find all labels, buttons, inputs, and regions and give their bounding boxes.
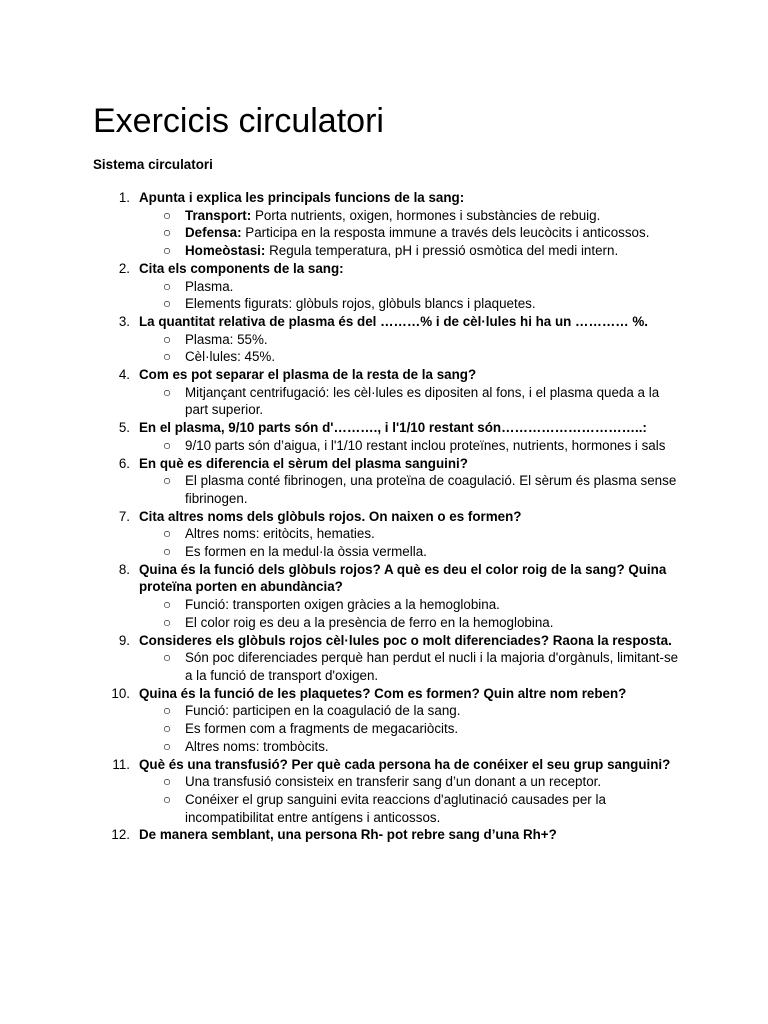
answer-text: Plasma: 55%. xyxy=(185,331,268,347)
question-number: 8. xyxy=(118,561,130,577)
answer-text: Es formen en la medul·la òssia vermella. xyxy=(185,544,427,560)
question-item xyxy=(93,313,683,366)
question-item xyxy=(93,189,683,260)
answer-item xyxy=(139,437,683,455)
answer-text: Funció: transporten oxigen gràcies a la hemoglobina. xyxy=(185,597,500,613)
question-text: Quina és la funció de les plaquetes? Com es formen? Quin altre nom reben? xyxy=(139,685,627,701)
circle-bullet-icon: ○ xyxy=(163,349,172,365)
circle-bullet-icon: ○ xyxy=(163,384,172,400)
answer-item xyxy=(139,702,683,720)
answer-item xyxy=(139,384,683,419)
question-item xyxy=(93,756,683,827)
answer-text: Regula temperatura, pH i pressió osmòtica del medi intern. xyxy=(265,243,619,259)
question-text: En què es diferencia el sèrum del plasma sanguini? xyxy=(139,455,468,471)
circle-bullet-icon: ○ xyxy=(163,721,172,737)
answer-item xyxy=(139,331,683,349)
circle-bullet-icon: ○ xyxy=(163,774,172,790)
circle-bullet-icon: ○ xyxy=(163,331,172,347)
circle-bullet-icon: ○ xyxy=(163,791,172,807)
circle-bullet-icon: ○ xyxy=(163,650,172,666)
circle-bullet-icon: ○ xyxy=(163,278,172,294)
answer-text: El plasma conté fibrinogen, una proteïna de coagulació. El sèrum és plasma sense fibrinogen. xyxy=(185,473,677,506)
answer-list xyxy=(139,525,683,560)
answer-item xyxy=(139,596,683,614)
answer-text: Són poc diferenciades perquè han perdut el nucli i la majoria d'orgànuls, limitant-se a la funció de transport d'oxigen. xyxy=(185,650,679,683)
answer-label: Transport: xyxy=(185,207,252,223)
answer-item xyxy=(139,278,683,296)
question-text: Consideres els glòbuls rojos cèl·lules poc o molt diferenciades? Raona la resposta. xyxy=(139,632,672,648)
answer-text: Una transfusió consisteix en transferir sang d’un donant a un receptor. xyxy=(185,774,602,790)
question-text: Apunta i explica les principals funcions de la sang: xyxy=(139,190,465,205)
question-text: Com es pot separar el plasma de la resta de la sang? xyxy=(139,367,477,383)
answer-text: Plasma. xyxy=(185,278,234,294)
answer-item xyxy=(139,348,683,366)
answer-item xyxy=(139,224,683,242)
answer-text: Altres noms: eritòcits, hematies. xyxy=(185,526,375,542)
question-item xyxy=(93,826,683,844)
answer-list xyxy=(139,702,683,755)
answer-item xyxy=(139,472,683,507)
circle-bullet-icon: ○ xyxy=(163,597,172,613)
question-number: 7. xyxy=(118,508,130,524)
answer-text: Cèl·lules: 45%. xyxy=(185,349,276,365)
answer-list xyxy=(139,207,683,260)
question-text: Què és una transfusió? Per què cada persona ha de conéixer el seu grup sanguini? xyxy=(139,756,671,772)
answer-text: Funció: participen en la coagulació de la sang. xyxy=(185,703,461,719)
question-number: 5. xyxy=(118,420,130,436)
question-number: 4. xyxy=(118,367,130,383)
question-number: 9. xyxy=(118,632,130,648)
circle-bullet-icon: ○ xyxy=(163,703,172,719)
question-number: 3. xyxy=(118,313,130,329)
answer-text: Conéixer el grup sanguini evita reaccions d'aglutinació causades per la incompatibilitat entre antígens i anticossos. xyxy=(185,791,606,825)
question-text: Cita altres noms dels glòbuls rojos. On naixen o es formen? xyxy=(139,508,522,524)
circle-bullet-icon: ○ xyxy=(163,526,172,542)
circle-bullet-icon: ○ xyxy=(163,614,172,630)
answer-list xyxy=(139,773,683,826)
answer-item xyxy=(139,773,683,791)
answer-list xyxy=(139,384,683,419)
question-text: La quantitat relativa de plasma és del ………% i de cèl·lules hi ha un ………… %. xyxy=(139,313,648,329)
question-text: En el plasma, 9/10 parts són d'………., i l'1/10 restant són…………………………..: xyxy=(139,420,647,436)
answer-list xyxy=(139,472,683,507)
question-item xyxy=(93,508,683,561)
question-item xyxy=(93,366,683,419)
circle-bullet-icon: ○ xyxy=(163,207,172,223)
question-list xyxy=(93,189,683,844)
answer-item xyxy=(139,242,683,260)
answer-item xyxy=(139,543,683,561)
question-number: 11. xyxy=(112,756,130,772)
section-heading: Sistema circulatori xyxy=(93,157,213,172)
circle-bullet-icon: ○ xyxy=(163,437,172,453)
question-number: 10. xyxy=(111,685,130,701)
answer-text: Altres noms: trombòcits. xyxy=(185,738,329,754)
question-item xyxy=(93,685,683,756)
answer-text: Participa en la resposta immune a través dels leucòcits i anticossos. xyxy=(241,225,650,241)
question-text: De manera semblant, una persona Rh- pot rebre sang d’una Rh+? xyxy=(139,827,557,843)
answer-list xyxy=(139,437,683,455)
circle-bullet-icon: ○ xyxy=(163,738,172,754)
circle-bullet-icon: ○ xyxy=(163,225,172,241)
answer-item xyxy=(139,738,683,756)
answer-list xyxy=(139,649,683,684)
answer-item xyxy=(139,295,683,313)
answer-item xyxy=(139,207,683,225)
answer-list xyxy=(139,331,683,366)
answer-item xyxy=(139,649,683,684)
question-item xyxy=(93,632,683,685)
answer-item xyxy=(139,791,683,826)
circle-bullet-icon: ○ xyxy=(163,473,172,489)
question-number: 12. xyxy=(111,827,130,843)
answer-label: Defensa: xyxy=(185,225,242,241)
circle-bullet-icon: ○ xyxy=(163,243,172,259)
question-number: 1. xyxy=(118,190,130,205)
answer-text: El color roig es deu a la presència de ferro en la hemoglobina. xyxy=(185,614,554,630)
answer-text: Es formen com a fragments de megacariòcits. xyxy=(185,721,459,737)
answer-text: Elements figurats: glòbuls rojos, glòbuls blancs i plaquetes. xyxy=(185,296,536,312)
answer-text: 9/10 parts són d’aigua, i l'1/10 restant inclou proteïnes, nutrients, hormones i sals xyxy=(185,437,666,453)
answer-text: Porta nutrients, oxigen, hormones i substàncies de rebuig. xyxy=(251,207,601,223)
answer-list xyxy=(139,278,683,313)
page-title: Exercicis circulatori xyxy=(93,102,384,140)
answer-label: Homeòstasi: xyxy=(185,243,266,259)
answer-text: Mitjançant centrifugació: les cèl·lules es dipositen al fons, i el plasma queda a la part superior. xyxy=(185,384,660,418)
answer-item xyxy=(139,720,683,738)
question-item xyxy=(93,260,683,313)
question-text: Cita els components de la sang: xyxy=(139,260,344,276)
question-item xyxy=(93,455,683,508)
question-item xyxy=(93,419,683,454)
question-number: 6. xyxy=(118,455,130,471)
question-item xyxy=(93,561,683,632)
answer-item xyxy=(139,614,683,632)
question-number: 2. xyxy=(118,260,130,276)
question-text: Quina és la funció dels glòbuls rojos? A què es deu el color roig de la sang? Quina proteïna porten en abundància? xyxy=(139,561,667,595)
answer-list xyxy=(139,596,683,631)
circle-bullet-icon: ○ xyxy=(163,296,172,312)
answer-item xyxy=(139,525,683,543)
circle-bullet-icon: ○ xyxy=(163,544,172,560)
